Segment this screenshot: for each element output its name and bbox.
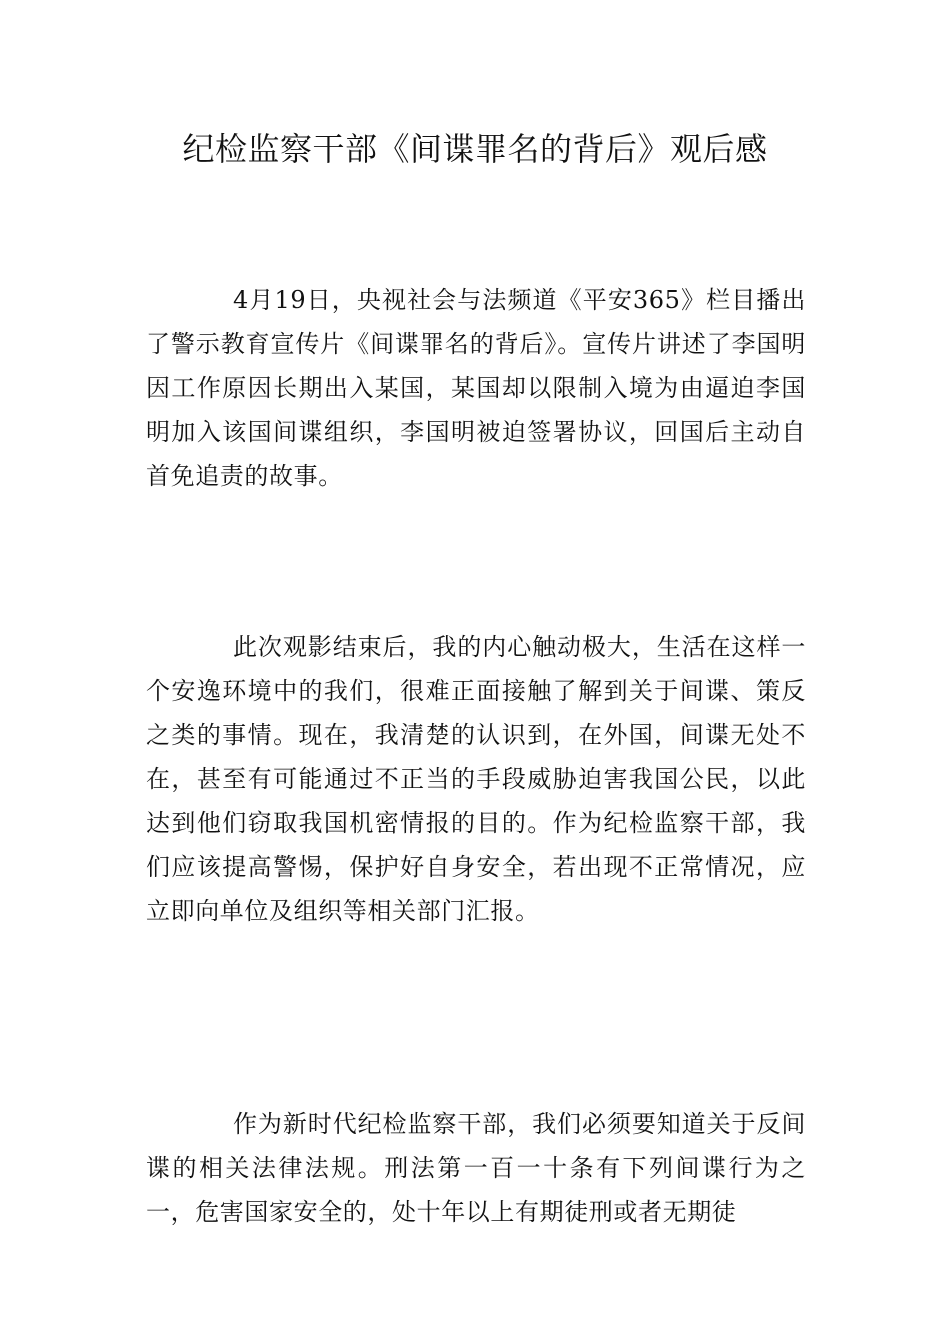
paragraph-3: 作为新时代纪检监察干部，我们必须要知道关于反间谍的相关法律法规。刑法第一百一十条有下列间谍行为之一，危害国家安全的，处十年以上有期徒刑或者无期徒 [146,1110,806,1226]
paragraph-2: 此次观影结束后，我的内心触动极大，生活在这样一个安逸环境中的我们，很难正面接触了解到关于间谍、策反之类的事情。现在，我清楚的认识到，在外国，间谍无处不在，甚至有可能通过不正当的手段威胁迫害我国公民，以此达到他们窃取我国机密情报的目的。作为纪检监察干部，我们应该提高警惕，保护好自身安全，若出现不正常情况，应立即向单位及组织等相关部门汇报。 [146,633,806,925]
paragraph-1: 4月19日，央视社会与法频道《平安365》栏目播出了警示教育宣传片《间谍罪名的背后》。宣传片讲述了李国明因工作原因长期出入某国，某国却以限制入境为由逼迫李国明加入该国间谍组织，李国明被迫签署协议，回国后主动自首免追责的故事。 [146,286,806,490]
document-title: 纪检监察干部《间谍罪名的背后》观后感 [182,130,768,168]
